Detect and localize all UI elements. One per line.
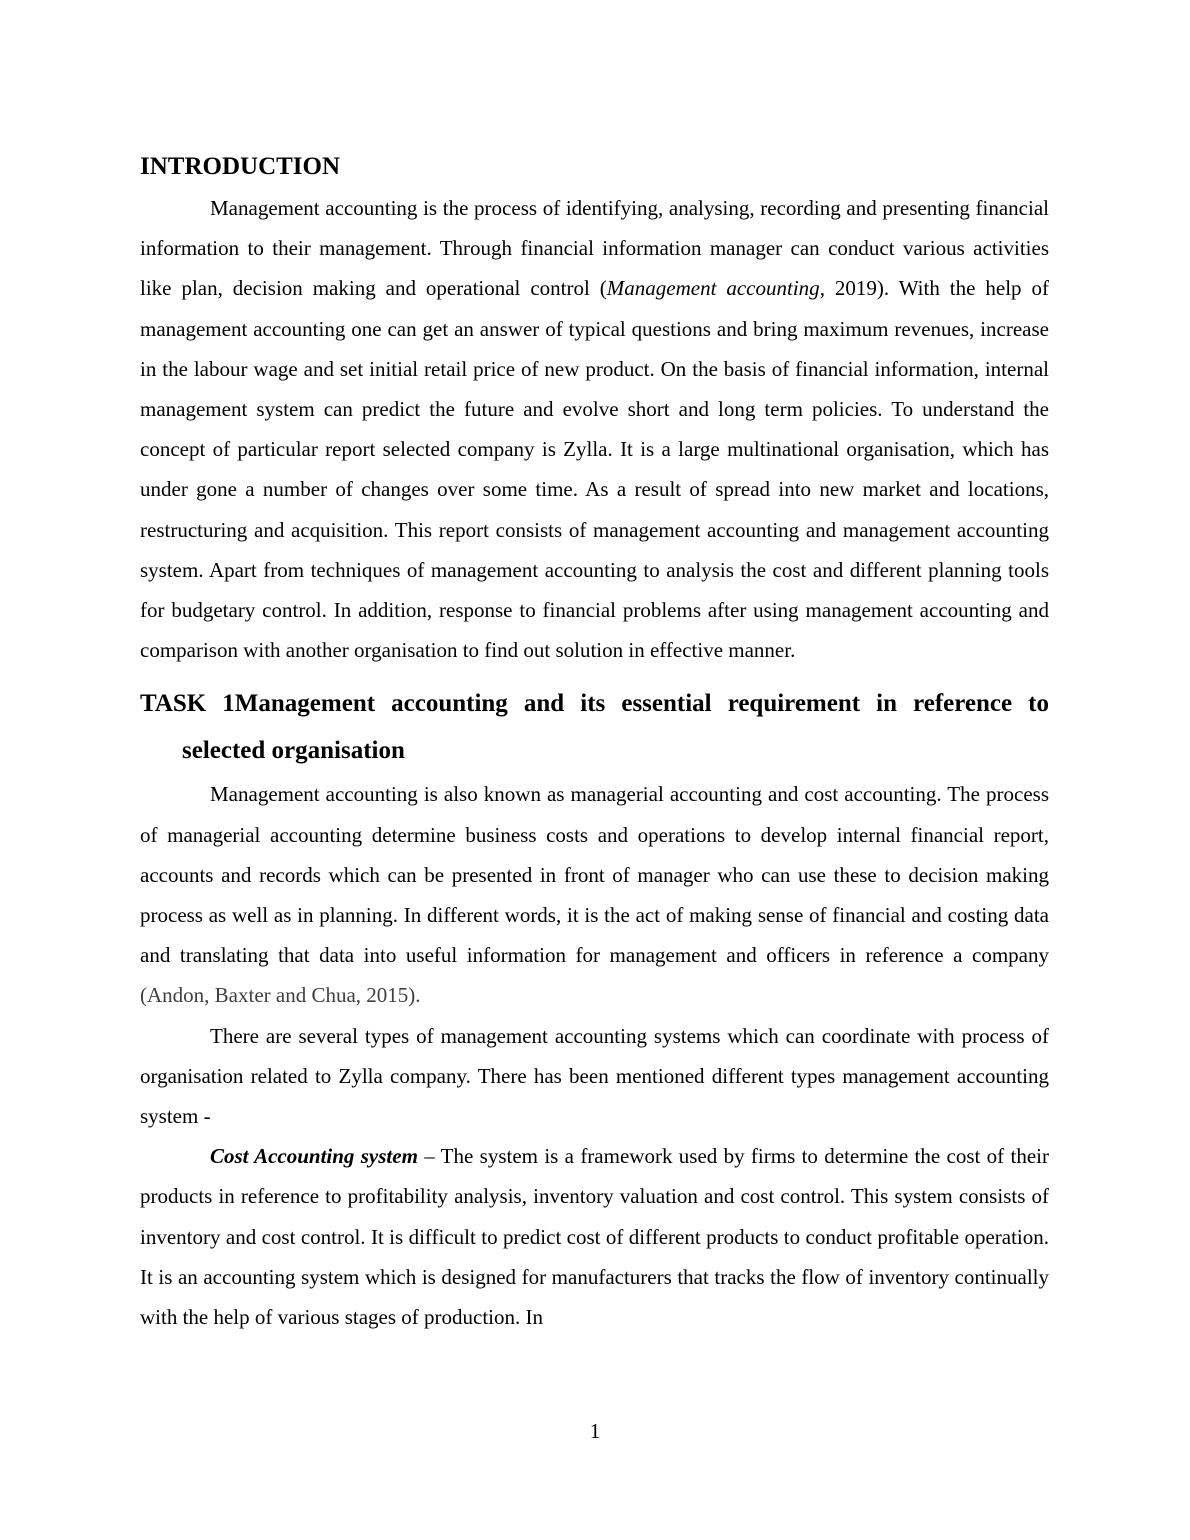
document-page xyxy=(140,150,1049,1337)
task1-paragraph-1 xyxy=(140,774,1049,1015)
intro-citation: Management accounting xyxy=(606,276,820,301)
intro-paragraph xyxy=(140,188,1049,670)
cost-accounting-term: Cost Accounting system xyxy=(210,1144,418,1169)
intro-text-part-1: Management accounting is the process of identifying, analysing, recording and presenting financial information to their management. Through financial information manager can conduct various activities like plan, decision making and operational control ( xyxy=(140,196,1049,301)
intro-text-part-2: , 2019). With the help of management accounting one can get an answer of typical questions and bring maximum revenues, increase in the labour wage and set initial retail price of new product. On the basis of financial information, internal management system can predict the future and evolve short and long term policies. To understand the concept of particular report selected company is Zylla. It is a large multinational organisation, which has under gone a number of changes over some time. As a result of spread into new market and locations, restructuring and acquisition. This report consists of management accounting and management accounting system. Apart from techniques of management accounting to analysis the cost and different planning tools for budgetary control. In addition, response to financial problems after using management accounting and comparison with another organisation to find out solution in effective manner. xyxy=(140,276,1050,663)
task1-heading: TASK 1Management accounting and its essential requirement in reference to selected organisation xyxy=(140,690,1049,765)
task1-paragraph-2: There are several types of management accounting systems which can coordinate with process of organisation related to Zylla company. There has been mentioned different types management accounting system - xyxy=(140,1023,1049,1129)
task1-paragraph-3 xyxy=(140,1136,1049,1337)
task1-citation: (Andon, Baxter and Chua, 2015). xyxy=(140,983,421,1008)
introduction-heading: INTRODUCTION xyxy=(140,153,341,180)
task1-text-part-1: Management accounting is also known as managerial accounting and cost accounting. The process of managerial accounting determine business costs and operations to develop internal financial report, accounts and records which can be presented in front of manager who can use these to decision making process as well as in planning. In different words, it is the act of making sense of financial and costing data and translating that data into useful information for management and officers in reference a company xyxy=(140,782,1049,968)
page-number: 1 xyxy=(589,1419,601,1443)
cost-accounting-text: – The system is a framework used by firms to determine the cost of their products in reference to profitability analysis, inventory valuation and cost control. This system consists of inventory and cost control. It is difficult to predict cost of different products to conduct profitable operation. It is an accounting system which is designed for manufacturers that tracks the flow of inventory continually with the help of various stages of production. In xyxy=(140,1144,1049,1330)
